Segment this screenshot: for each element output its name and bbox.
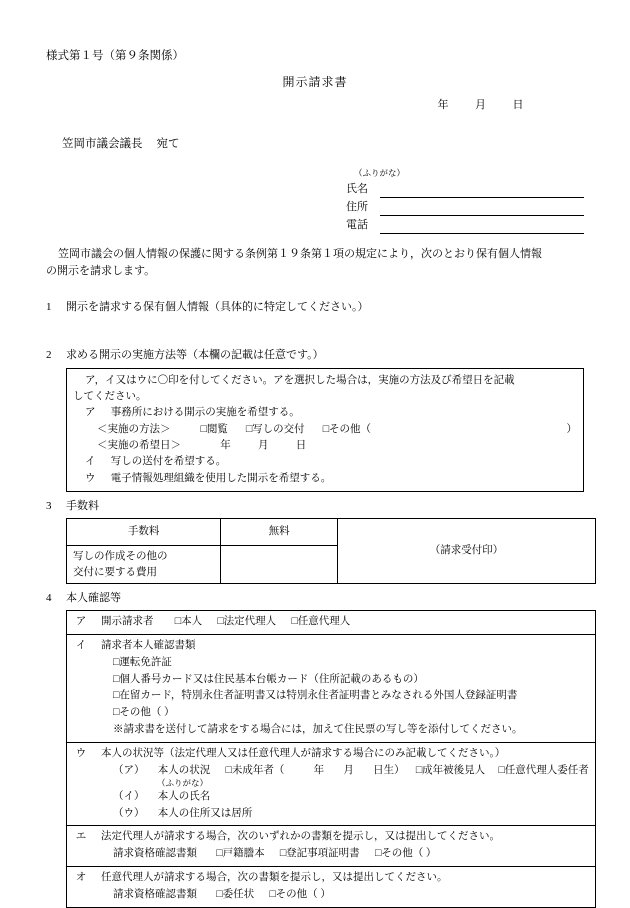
voluntary-doc-option-proxy[interactable]: □委任状	[216, 888, 255, 900]
principal-name-text: 本人の氏名	[157, 790, 211, 802]
section-1	[46, 299, 584, 346]
name-label: 氏名	[346, 183, 368, 196]
fee-header-fee: 手数料	[67, 519, 221, 546]
legal-agent-title: 法定代理人が請求する場合，次のいずれかの書類を提示し，又は提出してください。	[101, 831, 500, 843]
method-option-view[interactable]: □閲覧	[200, 423, 228, 435]
section-2-number: 2	[46, 349, 52, 362]
id-option-mynumber[interactable]: □個人番号カード又は住民基本台帳カード（住所記載のあるもの）	[113, 673, 424, 685]
intro-paragraph	[46, 246, 584, 281]
requester-option-self[interactable]: □本人	[174, 616, 203, 628]
fee-amount-input[interactable]	[221, 546, 338, 583]
method-option-copy[interactable]: □写しの交付	[245, 423, 305, 435]
wish-date-row	[73, 438, 577, 454]
principal-address-text: 本人の住所又は居所	[157, 807, 253, 819]
date-year: 年	[437, 99, 449, 112]
section-2-note-1: ア，イ又はウに〇印を付してください。アを選択した場合は，実施の方法及び希望日を記載	[85, 374, 515, 386]
row-a-content	[95, 611, 596, 635]
row-o-label: オ	[67, 866, 96, 907]
id-option-license[interactable]: □運転免許証	[113, 656, 172, 668]
date-day: 日	[512, 99, 524, 112]
section-4-number: 4	[46, 591, 52, 604]
wish-year[interactable]: 年	[220, 440, 231, 451]
table-row	[67, 866, 596, 907]
legal-doc-option-other[interactable]: □その他（	[374, 848, 424, 860]
section-2-box	[66, 368, 584, 492]
date-month: 月	[475, 99, 487, 112]
form-number: 様式第１号（第９条関係）	[46, 50, 184, 62]
intro-line2: の開示を請求します。	[46, 265, 156, 278]
option-u-row[interactable]	[73, 471, 577, 487]
legal-agent-docs-label: 請求資格確認書類	[113, 848, 197, 860]
table-row	[67, 742, 596, 826]
section-3-title: 手数料	[66, 499, 99, 512]
table-row	[67, 826, 596, 867]
status-birth-year[interactable]: 年	[313, 764, 325, 776]
option-i-row[interactable]	[73, 454, 577, 470]
principal-address-row	[101, 806, 589, 823]
requester-option-voluntary-agent[interactable]: □任意代理人	[291, 616, 351, 628]
phone-input[interactable]	[380, 219, 584, 234]
principal-status-a-label: （ア）	[113, 764, 145, 776]
option-a-label: ア	[85, 407, 96, 419]
section-1-answer-area[interactable]	[46, 315, 584, 345]
id-option-other[interactable]: □その他（	[113, 707, 162, 719]
row-e-content	[95, 826, 596, 867]
table-row	[67, 519, 596, 546]
status-birth-month[interactable]: 月	[343, 764, 354, 776]
applicant-block	[46, 167, 584, 234]
id-docs-note: ※請求書を送付して請求をする場合には，加えて住民票の写し等を添付してください。	[113, 724, 523, 736]
method-row	[73, 422, 577, 438]
voluntary-agent-docs-label: 請求資格確認書類	[113, 888, 197, 900]
option-i-label: イ	[85, 456, 96, 468]
principal-name-furigana: （ふりがな）	[157, 778, 209, 789]
status-option-ward[interactable]: □成年被後見人	[415, 764, 486, 776]
receipt-stamp-cell: （請求受付印）	[337, 519, 595, 583]
section-4	[46, 590, 589, 908]
fee-header-free: 無料	[221, 519, 338, 546]
wish-month[interactable]: 月	[258, 440, 269, 451]
name-field-row	[346, 181, 584, 198]
voluntary-doc-other-close: ）	[320, 888, 331, 900]
option-i-text: 写しの送付を希望する。	[110, 456, 227, 468]
voluntary-doc-option-other[interactable]: □その他（	[269, 888, 318, 900]
section-3-number: 3	[46, 499, 52, 512]
section-1-title: 開示を請求する保有個人情報（具体的に特定してください。）	[66, 300, 369, 313]
identity-table	[66, 610, 596, 907]
name-input[interactable]	[380, 183, 584, 198]
id-option-residence-card[interactable]: □在留カード，特別永住者証明書又は特別永住者証明書とみなされる外国人登録証明書	[113, 690, 518, 702]
id-option-other-row[interactable]	[101, 705, 589, 722]
method-option-other-close: ）	[566, 423, 577, 435]
addressee	[62, 136, 584, 153]
option-u-label: ウ	[85, 472, 96, 484]
page-title: 開示請求書	[282, 75, 348, 90]
row-u-content	[95, 742, 596, 826]
legal-agent-docs-row	[101, 846, 589, 863]
furigana-label: （ふりがな）	[354, 168, 406, 178]
address-input[interactable]	[380, 201, 584, 216]
row-i-content	[95, 635, 596, 743]
addressee-name: 笠岡市議会議長	[62, 137, 143, 150]
wish-day[interactable]: 日	[295, 440, 307, 451]
id-docs-title: 請求者本人確認書類	[101, 640, 196, 652]
method-label: ＜実施の方法＞	[97, 423, 171, 435]
principal-name-row	[101, 789, 589, 806]
row-u-label: ウ	[67, 742, 96, 826]
address-field-row	[346, 199, 584, 216]
status-option-delegator[interactable]: □任意代理人委任者	[498, 764, 589, 776]
section-2-note-2: してください。	[73, 391, 147, 403]
section-4-title: 本人確認等	[66, 591, 121, 604]
fee-table	[66, 518, 596, 583]
section-3	[46, 498, 584, 584]
fee-cost-label: 写しの作成その他の 交付に要する費用	[67, 546, 221, 583]
intro-line1: 笠岡市議会の個人情報の保護に関する条例第１９条第１項の規定により，次のとおり保有個人情報	[58, 247, 542, 260]
principal-status-row	[101, 763, 589, 780]
method-other-input[interactable]	[371, 422, 566, 438]
requester-label: 開示請求者	[101, 616, 154, 628]
status-birth-day[interactable]: 日生）	[373, 764, 405, 776]
section-1-number: 1	[46, 300, 52, 313]
section-2-title: 求める開示の実施方法等（本欄の記載は任意です。）	[66, 349, 324, 362]
principal-name-label: （イ）	[113, 790, 145, 802]
legal-doc-option-koseki[interactable]: □戸籍謄本	[216, 848, 265, 860]
row-o-content	[95, 866, 596, 907]
addressee-suffix: 宛て	[156, 137, 180, 150]
principal-address-label: （ウ）	[113, 807, 145, 819]
table-row	[67, 635, 596, 743]
voluntary-agent-docs-row	[101, 887, 589, 904]
option-u-text: 電子情報処理組織を使用した開示を希望する。	[110, 472, 332, 484]
option-a-row[interactable]	[73, 405, 577, 421]
row-i-label: イ	[67, 635, 96, 743]
option-a-text: 事務所における開示の実施を希望する。	[110, 407, 300, 419]
id-option-other-close: ）	[163, 707, 175, 719]
row-a-label: ア	[67, 611, 96, 635]
phone-field-row	[346, 217, 584, 234]
phone-label: 電話	[346, 219, 368, 232]
voluntary-agent-title: 任意代理人が請求する場合，次の書類を提示し，又は提出してください。	[101, 871, 448, 883]
principal-status-a-text: 本人の状況	[157, 764, 211, 776]
address-label: 住所	[346, 201, 368, 214]
date-line	[46, 97, 524, 114]
method-option-other[interactable]: □その他（	[322, 423, 372, 435]
requester-option-legal-agent[interactable]: □法定代理人	[217, 616, 277, 628]
principal-status-title: 本人の状況等（法定代理人又は任意代理人が請求する場合にのみ記載してください。）	[101, 747, 506, 759]
wish-date-label: ＜実施の希望日＞	[97, 440, 181, 451]
legal-doc-other-close: ）	[425, 848, 437, 860]
status-option-minor[interactable]: □未成年者（	[225, 764, 285, 776]
legal-doc-option-touki[interactable]: □登記事項証明書	[279, 848, 360, 860]
row-e-label: エ	[67, 826, 96, 867]
table-row	[67, 611, 596, 635]
section-2	[46, 347, 584, 491]
